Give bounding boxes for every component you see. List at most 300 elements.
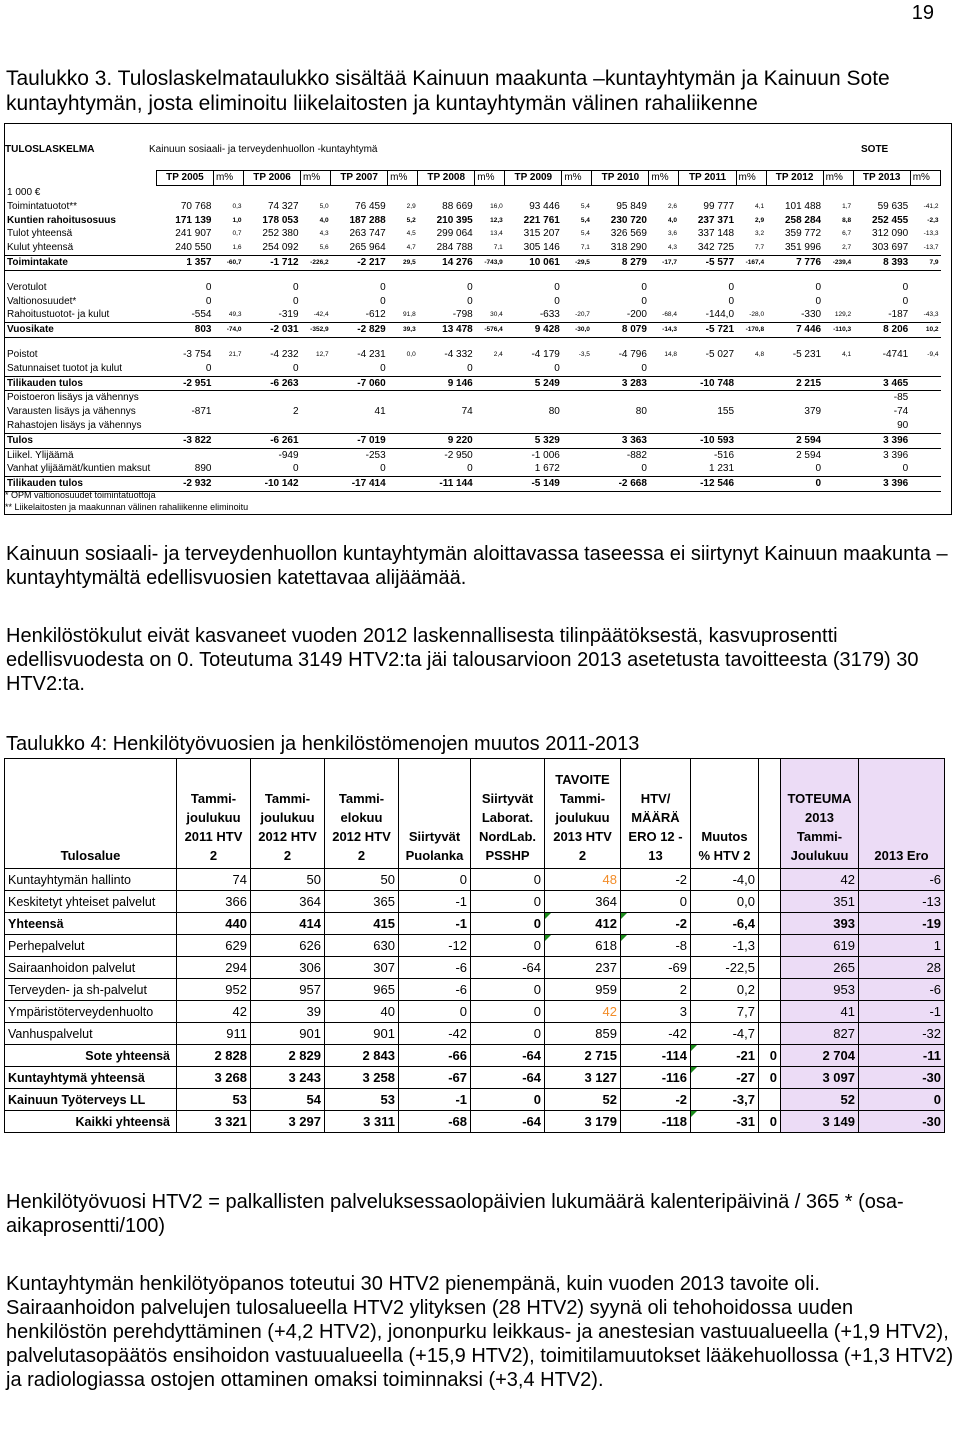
- table4-cell: -42: [621, 1023, 691, 1045]
- table3-percent-cell: [910, 362, 940, 376]
- table3-value-cell: 0: [467, 463, 473, 475]
- table4-cell: [759, 1023, 781, 1045]
- table3-percent-cell: [562, 462, 592, 476]
- table3-column-header: m%: [301, 171, 331, 186]
- table3-value-cell: 318 290: [610, 242, 647, 254]
- table3-percent-cell: [910, 405, 940, 419]
- table3-value-cell: 10 061: [505, 255, 562, 270]
- table3-value-cell: 0: [641, 295, 647, 307]
- table3-row: [5, 281, 941, 295]
- table3-value-cell: 70 768: [180, 200, 212, 212]
- table3-percent-cell: [910, 281, 940, 295]
- table3-percent-cell: [910, 448, 940, 462]
- table4-cell: -64: [471, 1111, 545, 1133]
- table3-spacer: [418, 270, 475, 281]
- table3-value-cell: -12 546: [679, 477, 736, 492]
- table3-value-cell: 14 276: [418, 255, 475, 270]
- table3-column-header: TP 2006: [244, 171, 301, 186]
- table3-percent-cell: [213, 433, 243, 448]
- table3-percent-cell: 2,7: [842, 244, 852, 252]
- table4-cell: -69: [621, 957, 691, 979]
- table3-percent-cell: -226,2: [301, 255, 331, 270]
- table4-row-label: Sairaanhoidon palvelut: [5, 957, 177, 979]
- table4-row-label: Kuntayhtymä yhteensä: [5, 1067, 177, 1089]
- table3-percent-cell: -2,3: [927, 216, 939, 224]
- table3-percent-cell: 10,2: [910, 323, 940, 338]
- table3-value-cell: 241 907: [175, 228, 212, 240]
- table3-row: [5, 419, 941, 433]
- table4-cell: 307: [325, 957, 399, 979]
- table3-value-cell: 93 446: [529, 200, 560, 212]
- table3-percent-cell: [388, 419, 418, 433]
- table3-percent-cell: -13,7: [923, 244, 939, 252]
- table3-percent-cell: [388, 362, 418, 376]
- table4-row-label: Kainuun Työterveys LL: [5, 1089, 177, 1111]
- table3-spacer: [766, 337, 823, 348]
- table4-cell: -6: [399, 957, 471, 979]
- table3-percent-cell: [562, 448, 592, 462]
- table4-cell: -114: [621, 1045, 691, 1067]
- table3-value-cell: -200: [626, 309, 647, 321]
- table3-value-cell: -17 414: [331, 477, 388, 492]
- table3-spacer: [679, 337, 736, 348]
- table3-percent-cell: [823, 405, 853, 419]
- table3-value-cell: 0: [292, 281, 299, 293]
- table3-cell: [331, 186, 388, 200]
- table3-value-cell: 9 146: [418, 376, 475, 391]
- table3-percent-cell: [649, 281, 679, 295]
- table4-cell: 953: [781, 979, 859, 1001]
- table4-row-label: Ympäristöterveydenhuolto: [5, 1001, 177, 1023]
- table3-value-cell: 9 428: [505, 323, 562, 338]
- table3-cell: [679, 186, 736, 200]
- table4-cell: 952: [177, 979, 251, 1001]
- table3-value-cell: 0: [554, 295, 560, 307]
- table4-cell: 3 179: [545, 1111, 621, 1133]
- table4-cell: 351: [781, 891, 859, 913]
- table4-cell: 39: [251, 1001, 325, 1023]
- table4-cell: 0: [471, 869, 545, 891]
- table3-value-cell: -330: [801, 309, 822, 321]
- table4-cell: -67: [399, 1067, 471, 1089]
- table3-row: [5, 462, 941, 476]
- table4-cell: 53: [325, 1089, 399, 1111]
- table3-value-cell: 7 776: [766, 255, 823, 270]
- table3-value-cell: -1 006: [531, 449, 560, 461]
- table3-value-cell: 0: [815, 281, 822, 293]
- table3-value-cell: 342 725: [697, 242, 735, 254]
- table4-cell: -2: [621, 913, 691, 935]
- table3-value-cell: -2 668: [592, 477, 649, 492]
- table3-org: Kainuun sosiaali- ja terveydenhuollon -kuntayhtymä: [149, 144, 378, 155]
- table3-row-label: Kulut yhteensä: [7, 242, 74, 254]
- table3-spacer: [562, 337, 592, 348]
- table4-cell: 3 243: [251, 1067, 325, 1089]
- table4-row-label: Kaikki yhteensä: [5, 1111, 177, 1133]
- table3-value-cell: 74: [461, 406, 473, 418]
- table3-percent-cell: [475, 362, 505, 376]
- table3-percent-cell: 2,9: [406, 202, 416, 210]
- table3-value-cell: -5 577: [679, 255, 736, 270]
- table3-percent-cell: [823, 433, 853, 448]
- table4-column-header: 2013 Ero: [859, 759, 945, 869]
- table4-cell: -6: [399, 979, 471, 1001]
- table3-value-cell: 0: [641, 463, 647, 475]
- table3-percent-cell: 4,5: [406, 230, 416, 238]
- table3-percent-cell: [823, 376, 853, 391]
- table3-percent-cell: -41,2: [923, 202, 939, 210]
- table3-percent-cell: [301, 477, 331, 492]
- table3-cell: [736, 186, 766, 200]
- table3-percent-cell: [910, 295, 940, 309]
- table4-cell: 0: [399, 869, 471, 891]
- table3-row: [5, 227, 941, 241]
- table3-value-cell: -5 721: [679, 323, 736, 338]
- table3-header-empty: [5, 171, 156, 186]
- table3-spacer: [736, 270, 766, 281]
- table3-value-cell: -4 332: [444, 348, 473, 360]
- table3-value-cell: 2 594: [766, 433, 823, 448]
- table3-percent-cell: [388, 405, 418, 419]
- table4-row-label: Kuntayhtymän hallinto: [5, 869, 177, 891]
- table3-percent-cell: -352,9: [301, 323, 331, 338]
- table3-percent-cell: -42,4: [313, 311, 329, 319]
- table4-cell: 0: [399, 1001, 471, 1023]
- table3-percent-cell: 7,1: [580, 244, 590, 252]
- paragraph-1: Kainuun sosiaali- ja terveydenhuollon kuntayhtymän aloittavassa taseessa ei siirtynyt Kainuun maakunta –kuntayhtymältä edellisvuosien katettavaa alijäämää.: [6, 543, 948, 589]
- table3: [4, 123, 952, 515]
- table4-cell: [759, 913, 781, 935]
- table3-value-cell: 0: [467, 295, 473, 307]
- table3-percent-cell: [475, 391, 505, 405]
- table3-spacer: [5, 337, 156, 348]
- table3-value-cell: 0: [292, 295, 299, 307]
- table4-cell: -68: [399, 1111, 471, 1133]
- table3-value-cell: 0: [641, 362, 647, 374]
- table4-row: [5, 979, 945, 1001]
- table4-cell: 0: [471, 1089, 545, 1111]
- table3-spacer: [331, 337, 388, 348]
- table4: [4, 758, 945, 1133]
- table4-cell: -6,4: [691, 913, 759, 935]
- table3-value-cell: 312 090: [872, 228, 909, 240]
- table4-cell: -27: [691, 1067, 759, 1089]
- table4-row: [5, 891, 945, 913]
- table3-cell: [649, 186, 679, 200]
- table4-cell: 0: [471, 1001, 545, 1023]
- table4-cell: 40: [325, 1001, 399, 1023]
- table3-percent-cell: 16,0: [490, 202, 503, 210]
- table3-spacer: [244, 337, 301, 348]
- table3-cell: [418, 186, 475, 200]
- table3-percent-cell: [301, 462, 331, 476]
- table3-percent-cell: [649, 295, 679, 309]
- table3-value-cell: 0: [380, 362, 386, 374]
- table4-cell: 2: [621, 979, 691, 1001]
- table4-cell: -64: [471, 957, 545, 979]
- table4-cell: 414: [251, 913, 325, 935]
- table3-percent-cell: [649, 419, 679, 433]
- table4-cell: 237: [545, 957, 621, 979]
- table4-cell: 0: [471, 913, 545, 935]
- table4-cell: -1: [399, 1089, 471, 1111]
- table3-value-cell: 0: [380, 281, 386, 293]
- table4-column-header: TOTEUMA 2013 Tammi-Joulukuu: [781, 759, 859, 869]
- table3-value-cell: -612: [365, 309, 386, 321]
- table3-percent-cell: 5,2: [406, 216, 416, 224]
- table4-row: [5, 935, 945, 957]
- table3-percent-cell: [213, 462, 243, 476]
- table4-cell: 74: [177, 869, 251, 891]
- table4-cell: 0,0: [691, 891, 759, 913]
- table4-cell: 3 268: [177, 1067, 251, 1089]
- table3-value-cell: -1 712: [244, 255, 301, 270]
- table3-percent-cell: 4,7: [406, 244, 416, 252]
- table3-row-label: Satunnaiset tuotot ja kulut: [7, 362, 123, 374]
- table3-value-cell: 0: [815, 295, 822, 307]
- table4-cell: [759, 1089, 781, 1111]
- table4-row-label: Yhteensä: [5, 913, 177, 935]
- table3-value-cell: 0: [902, 281, 909, 293]
- table3-percent-cell: [562, 295, 592, 309]
- paragraph-3: Henkilötyövuosi HTV2 = palkallisten palveluksessaolopäivien lukumäärä kalenteripäivinä / 365 * (osa-aikaprosentti/100): [6, 1191, 904, 1237]
- table4-row: [5, 1023, 945, 1045]
- table3-spacer: [388, 337, 418, 348]
- table3-value-cell: 0: [902, 295, 909, 307]
- table3-value-cell: [244, 419, 301, 433]
- table3-percent-cell: [213, 391, 243, 405]
- table3-value-cell: 80: [548, 406, 560, 418]
- table3-spacer: [823, 270, 853, 281]
- table3-value-cell: 0: [554, 281, 560, 293]
- table3-row: [5, 448, 941, 462]
- table4-cell: 0: [859, 1089, 945, 1111]
- table4-column-header: HTV/ MÄÄRÄ ERO 12 - 13: [621, 759, 691, 869]
- table3-percent-cell: [475, 295, 505, 309]
- table3-row-label: Vanhat ylijäämät/kuntien maksut: [7, 463, 151, 475]
- table3-cell: [823, 186, 853, 200]
- table3-value-cell: 74 327: [267, 200, 299, 212]
- table3-value-cell: 101 488: [784, 200, 822, 212]
- table3-value-cell: [156, 448, 213, 462]
- table4-cell: 365: [325, 891, 399, 913]
- table3-spacer: [592, 337, 649, 348]
- table3-percent-cell: [736, 433, 766, 448]
- table3-value-cell: 0: [292, 463, 299, 475]
- table3-value-cell: 254 092: [262, 242, 299, 254]
- table3-value-cell: [592, 419, 649, 433]
- table4-cell: 3 297: [251, 1111, 325, 1133]
- table3-spacer: [475, 270, 505, 281]
- table3-value-cell: [679, 362, 736, 376]
- table4-cell: -22,5: [691, 957, 759, 979]
- table4-cell: 957: [251, 979, 325, 1001]
- table3-value-cell: -5 149: [505, 477, 562, 492]
- table4-cell: -66: [399, 1045, 471, 1067]
- table3-value-cell: 8 279: [592, 255, 649, 270]
- table3-column-header: m%: [388, 171, 418, 186]
- table3-spacer: [505, 270, 562, 281]
- table4-cell: -11: [859, 1045, 945, 1067]
- table4-cell: 0: [621, 891, 691, 913]
- table3-percent-cell: [388, 391, 418, 405]
- table4-cell: 901: [251, 1023, 325, 1045]
- table3-value-cell: [853, 362, 910, 376]
- table3-percent-cell: -167,4: [736, 255, 766, 270]
- table4-cell: -8: [621, 935, 691, 957]
- table3-row: [5, 241, 941, 255]
- table3-percent-cell: [736, 391, 766, 405]
- table3-percent-cell: 2,9: [755, 216, 765, 224]
- table3-percent-cell: 21,7: [228, 350, 242, 358]
- table3-value-cell: 0: [815, 463, 822, 475]
- table3-value-cell: 237 371: [697, 214, 735, 226]
- table3-percent-cell: [910, 462, 940, 476]
- table3-spacer: [910, 270, 940, 281]
- table3-value-cell: 0: [292, 362, 299, 374]
- table3-percent-cell: [562, 376, 592, 391]
- table3-value-cell: -6 263: [244, 376, 301, 391]
- table3-percent-cell: 4,3: [319, 230, 329, 238]
- table4-cell: -1: [859, 1001, 945, 1023]
- table4-cell: 415: [325, 913, 399, 935]
- table4-cell: -64: [471, 1045, 545, 1067]
- table3-value-cell: 0: [205, 295, 212, 307]
- page-number: 19: [911, 2, 934, 24]
- table3-value-cell: 0: [641, 281, 647, 293]
- table3-value-cell: 265 964: [349, 242, 386, 254]
- table3-column-header: m%: [562, 171, 592, 186]
- table3-percent-cell: -110,3: [823, 323, 853, 338]
- table3-value-cell: -5 231: [792, 348, 822, 360]
- table3-value-cell: 3 396: [853, 477, 910, 492]
- table3-percent-cell: 129,2: [834, 311, 852, 319]
- table3-percent-cell: 91,8: [403, 311, 416, 319]
- table3-value-cell: 3 396: [853, 433, 910, 448]
- table3-row-label: Tilikauden tulos: [5, 477, 156, 492]
- table3-caption: Taulukko 3. Tuloslaskelmataulukko sisältää Kainuun maakunta –kuntayhtymän ja Kainuun Sote kuntayhtymän, josta eliminoitu liikelaitosten ja kuntayhtymän välinen rahaliikenne: [6, 67, 890, 115]
- table3-percent-cell: [213, 295, 243, 309]
- table4-column-header: Tammi-joulukuu 2012 HTV 2: [251, 759, 325, 869]
- table3-percent-cell: [562, 391, 592, 405]
- table4-cell: 618: [545, 935, 621, 957]
- table3-value-cell: -2 950: [444, 449, 473, 461]
- table4-cell: -6: [859, 869, 945, 891]
- table4-cell: 52: [781, 1089, 859, 1111]
- table3-percent-cell: -170,8: [736, 323, 766, 338]
- table3-percent-cell: [736, 477, 766, 492]
- table3-spacer: [766, 270, 823, 281]
- table4-column-header: [759, 759, 781, 869]
- table3-value-cell: [766, 391, 823, 405]
- table3-percent-cell: [213, 477, 243, 492]
- table4-cell: 364: [251, 891, 325, 913]
- table3-sote: SOTE: [861, 144, 889, 155]
- table3-row-label: Liikel. Ylijäämä: [7, 449, 74, 461]
- table3-row-label: Tulot yhteensä: [7, 228, 73, 240]
- table3-value-cell: 5 249: [505, 376, 562, 391]
- table3-cell: [505, 186, 562, 200]
- table3-value-cell: 0: [766, 477, 823, 492]
- table3-value-cell: -6 261: [244, 433, 301, 448]
- table3-column-header: TP 2007: [331, 171, 388, 186]
- table4-cell: 0: [759, 1111, 781, 1133]
- table3-value-cell: 803: [156, 323, 213, 338]
- table3-value-cell: [331, 391, 388, 405]
- table4-caption: Taulukko 4: Henkilötyövuosien ja henkilöstömenojen muutos 2011-2013: [6, 733, 640, 755]
- table3-value-cell: [156, 419, 213, 433]
- table3-percent-cell: -28,0: [749, 311, 765, 319]
- table4-cell: 3 311: [325, 1111, 399, 1133]
- table3-column-header: m%: [910, 171, 940, 186]
- table3-percent-cell: [475, 462, 505, 476]
- table3-value-cell: -10 748: [679, 376, 736, 391]
- table4-cell: 294: [177, 957, 251, 979]
- table4-cell: [759, 1001, 781, 1023]
- table3-percent-cell: 3,2: [755, 230, 765, 238]
- table3-value-cell: [505, 419, 562, 433]
- table4-cell: 42: [177, 1001, 251, 1023]
- table3-value-cell: -2 951: [156, 376, 213, 391]
- table3-row-label: Vuosikate: [5, 323, 156, 338]
- table3-percent-cell: [823, 448, 853, 462]
- table4-cell: 2 829: [251, 1045, 325, 1067]
- table4-cell: 50: [251, 869, 325, 891]
- table3-value-cell: -187: [888, 309, 909, 321]
- table4-cell: 52: [545, 1089, 621, 1111]
- table3-spacer: [301, 337, 331, 348]
- table3-value-cell: 2 215: [766, 376, 823, 391]
- paragraph-4: Kuntayhtymän henkilötyöpanos toteutui 30 HTV2 pienempänä, kuin vuoden 2013 tavoite oli. Sairaanhoidon palvelujen tulosalueella HTV2 ylityksen (28 HTV2) syynä oli tehohoidossa uuden henkilöstön perehdyttäminen (+4,2 HTV2), jononpurku leikkaus- ja anestesian vastuualueella (+1,9 HTV2), palvelutasopäätös ensihoidon vastuualueella (+15,9 HTV2), toimitilamuutokset lääkehuollossa (+1,3 HTV2) ja radiologiassa ostojen ottaminen omaksi toiminnaksi (+3,4 HTV2).: [6, 1273, 954, 1391]
- table3-row-label: Rahastojen lisäys ja vähennys: [7, 419, 142, 431]
- table3-footnote-2: ** Liikelaitosten ja maakunnan välinen rahaliikenne eliminoitu: [5, 502, 249, 512]
- table3-value-cell: -949: [278, 449, 299, 461]
- table3-value-cell: 305 146: [523, 242, 560, 254]
- table3-cell: [244, 186, 301, 200]
- table3-percent-cell: [388, 295, 418, 309]
- table3-spacer: [649, 270, 679, 281]
- table4-row-label: Perhepalvelut: [5, 935, 177, 957]
- table3-cell: [388, 186, 418, 200]
- table3-percent-cell: [736, 448, 766, 462]
- table3-value-cell: -798: [452, 309, 473, 321]
- table4-row: [5, 957, 945, 979]
- table3-row: [5, 323, 941, 338]
- table4-cell: -13: [859, 891, 945, 913]
- table3-row: [5, 255, 941, 270]
- table3-value-cell: [331, 419, 388, 433]
- table3-row: [5, 405, 941, 419]
- table3-spacer: [910, 337, 940, 348]
- table3-value-cell: -7 019: [331, 433, 388, 448]
- table3-percent-cell: 12,7: [315, 350, 329, 358]
- table4-cell: 0: [471, 891, 545, 913]
- table4-cell: -1: [399, 913, 471, 935]
- table3-percent-cell: -239,4: [823, 255, 853, 270]
- table3-percent-cell: 5,4: [580, 230, 590, 238]
- table3-value-cell: 230 720: [610, 214, 647, 226]
- table3-value-cell: 90: [897, 419, 909, 431]
- table3-value-cell: 13 478: [418, 323, 475, 338]
- table4-cell: 626: [251, 935, 325, 957]
- table3-value-cell: 99 777: [703, 200, 735, 212]
- table3-value-cell: 0: [902, 463, 909, 475]
- table3-row-label: Toimintakate: [5, 255, 156, 270]
- table3-percent-cell: [649, 433, 679, 448]
- table4-cell: 2 704: [781, 1045, 859, 1067]
- table3-percent-cell: [301, 281, 331, 295]
- table4-cell: -3,7: [691, 1089, 759, 1111]
